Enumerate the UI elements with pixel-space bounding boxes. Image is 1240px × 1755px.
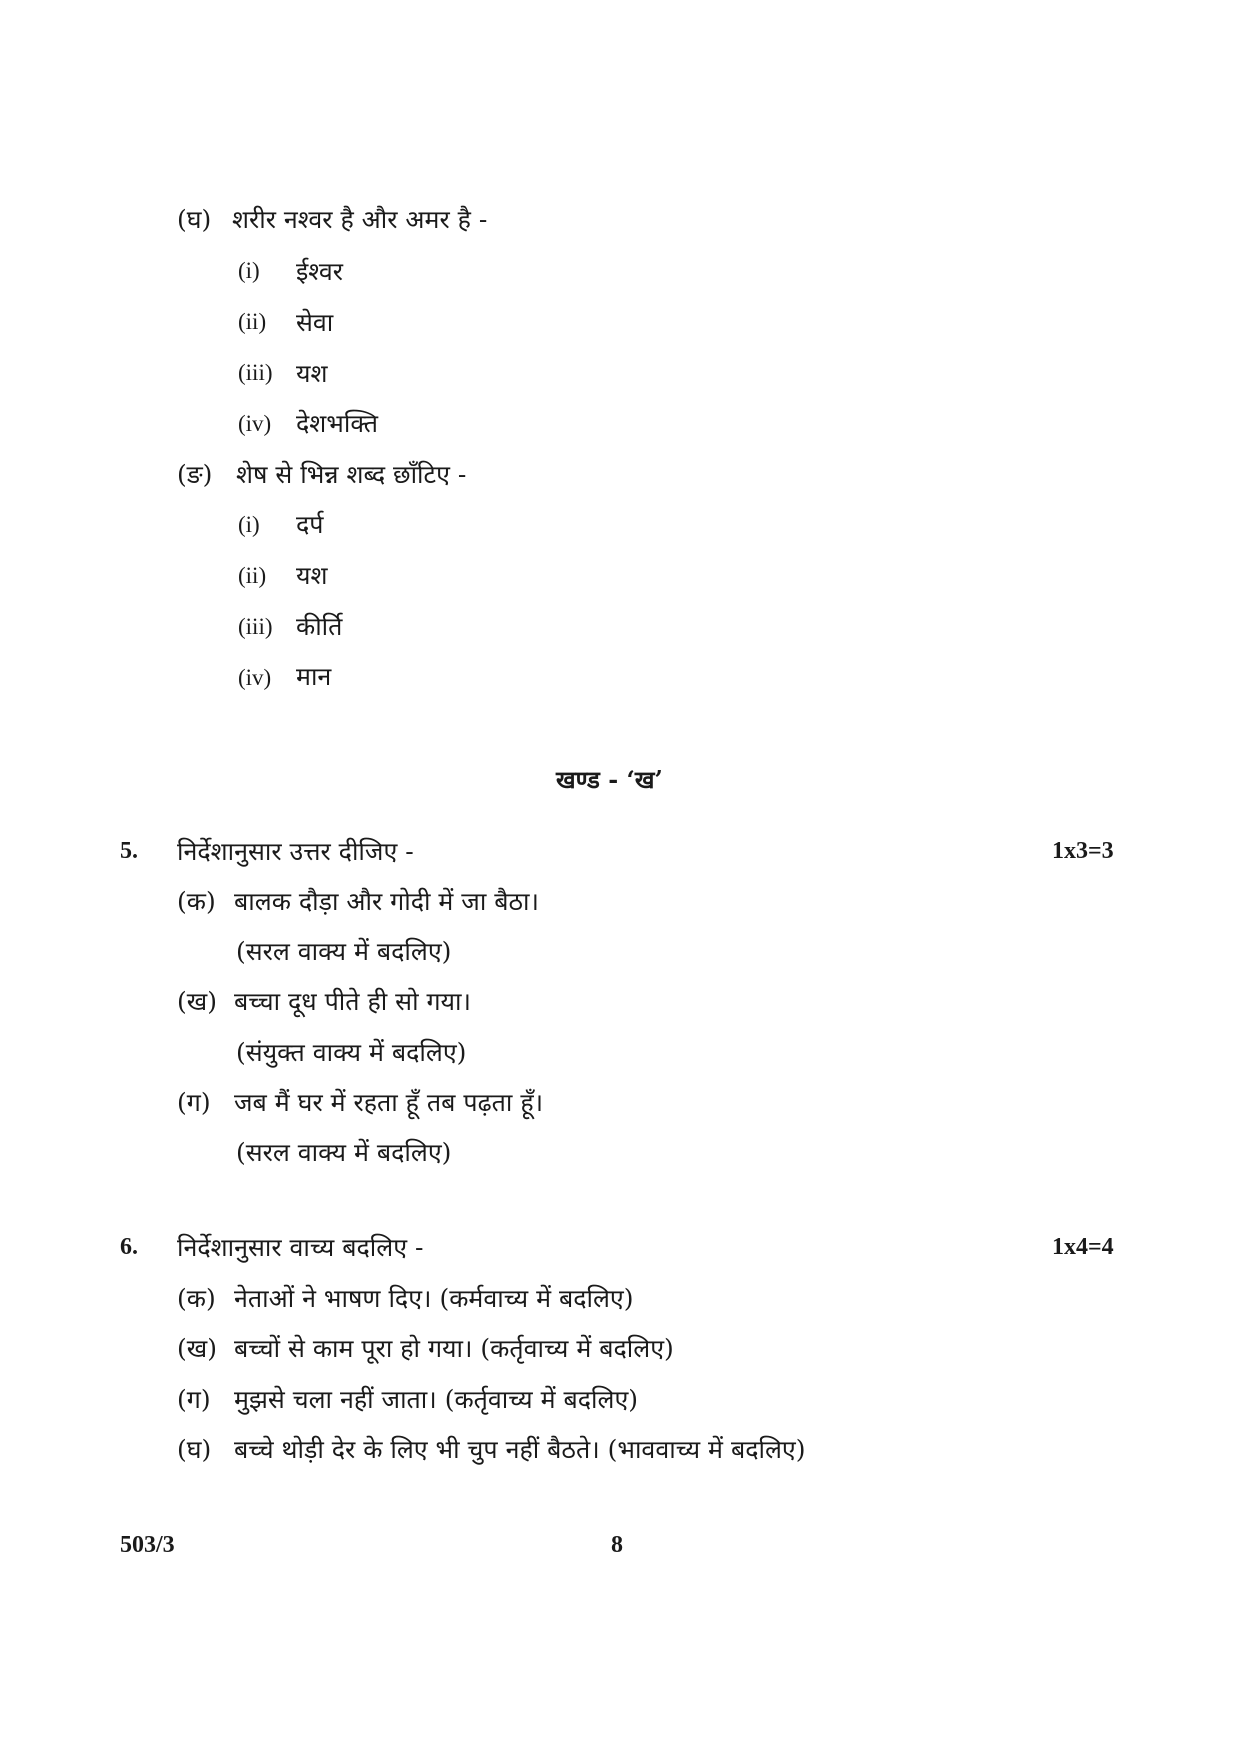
q4-e-opt1-num: (i) xyxy=(238,512,260,537)
q6-d-text: बच्चे थोड़ी देर के लिए भी चुप नहीं बैठते। (भाववाच्य में बदलिए) xyxy=(234,1435,806,1464)
q4-d-opt4-num: (iv) xyxy=(238,411,272,436)
page-number: 8 xyxy=(611,1532,623,1558)
q5-c-label: (ग) xyxy=(177,1088,211,1117)
q6-number: 6. xyxy=(120,1234,138,1260)
q4-e-opt2-num: (ii) xyxy=(238,563,267,588)
q6-c-label: (ग) xyxy=(177,1385,211,1414)
q6-b-label: (ख) xyxy=(177,1334,217,1363)
q5-a-text: बालक दौड़ा और गोदी में जा बैठा। xyxy=(234,887,540,916)
q4-e-opt3-num: (iii) xyxy=(238,614,273,639)
q6-c-text: मुझसे चला नहीं जाता। (कर्तृवाच्य में बदलिए) xyxy=(234,1385,639,1414)
q6-a-label: (क) xyxy=(177,1284,216,1313)
q5-a-instruction: (सरल वाक्य में बदलिए) xyxy=(236,937,452,966)
q5-number: 5. xyxy=(120,838,138,864)
section-heading: खण्ड - ‘ख’ xyxy=(556,765,663,794)
q5-b-text: बच्चा दूध पीते ही सो गया। xyxy=(234,987,472,1016)
q4-e-opt4-num: (iv) xyxy=(238,665,272,690)
q5-b-label: (ख) xyxy=(177,987,217,1016)
q4-d-opt2-text: सेवा xyxy=(296,308,334,337)
q6-marks: 1x4=4 xyxy=(1052,1234,1114,1260)
paper-code: 503/3 xyxy=(120,1532,175,1558)
q6-d-label: (घ) xyxy=(177,1435,212,1464)
q4-e-opt3-text: कीर्ति xyxy=(296,612,343,641)
q4-e-opt1-text: दर्प xyxy=(296,510,324,539)
q4-e-label: (ङ) xyxy=(177,460,213,489)
q6-a-text: नेताओं ने भाषण दिए। (कर्मवाच्य में बदलिए) xyxy=(234,1284,634,1313)
q4-d-opt1-num: (i) xyxy=(238,258,260,283)
q4-d-opt3-text: यश xyxy=(296,359,328,388)
q4-d-opt4-text: देशभक्ति xyxy=(296,409,378,438)
q4-d-label: (घ) xyxy=(177,205,212,234)
q6-question: निर्देशानुसार वाच्य बदलिए - xyxy=(177,1233,424,1262)
q5-marks: 1x3=3 xyxy=(1052,838,1114,864)
q5-c-instruction: (सरल वाक्य में बदलिए) xyxy=(236,1138,452,1167)
q5-c-text: जब मैं घर में रहता हूँ तब पढ़ता हूँ। xyxy=(234,1088,544,1117)
q4-d-opt2-num: (ii) xyxy=(238,309,267,334)
q4-e-opt2-text: यश xyxy=(296,561,328,590)
q4-e-question: शेष से भिन्न शब्द छाँटिए - xyxy=(236,460,467,489)
q5-a-label: (क) xyxy=(177,887,216,916)
q5-question: निर्देशानुसार उत्तर दीजिए - xyxy=(177,837,414,866)
q4-d-question: शरीर नश्वर है और अमर है - xyxy=(232,205,488,234)
q5-b-instruction: (संयुक्त वाक्य में बदलिए) xyxy=(236,1038,467,1067)
q4-d-opt1-text: ईश्वर xyxy=(296,257,344,286)
q4-e-opt4-text: मान xyxy=(296,662,332,691)
q4-d-opt3-num: (iii) xyxy=(238,360,273,385)
q6-b-text: बच्चों से काम पूरा हो गया। (कर्तृवाच्य में बदलिए) xyxy=(234,1334,674,1363)
